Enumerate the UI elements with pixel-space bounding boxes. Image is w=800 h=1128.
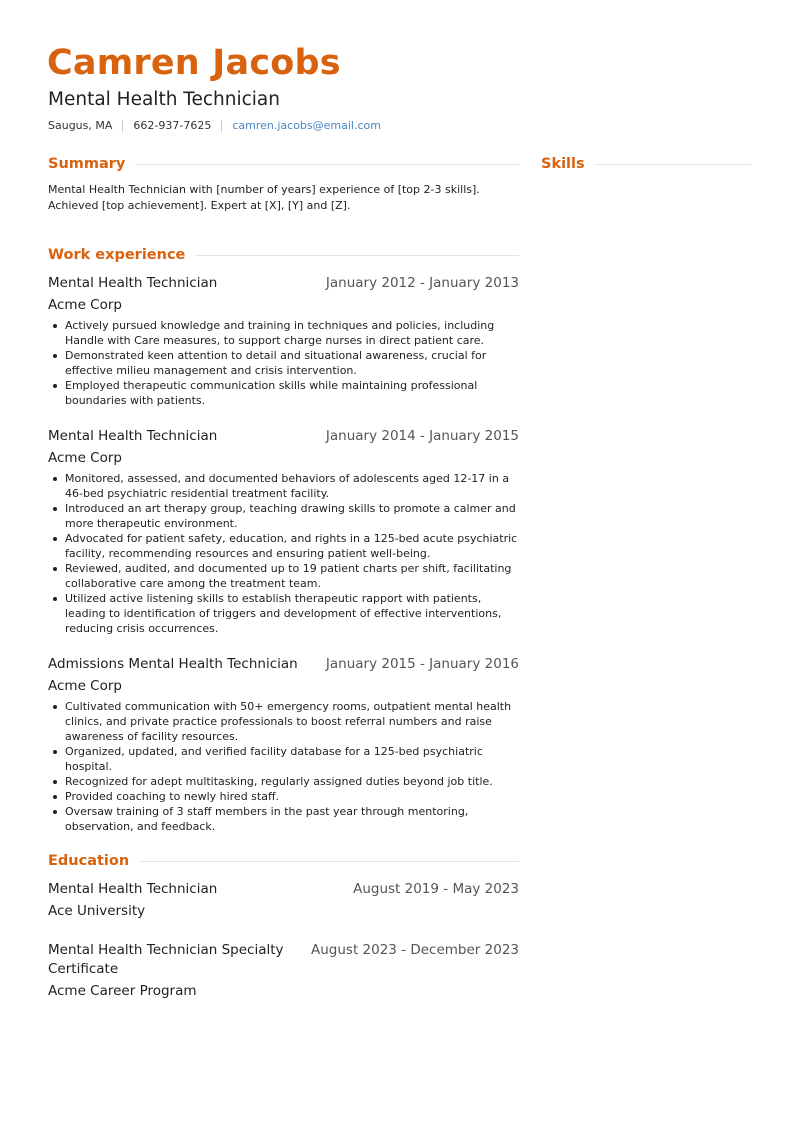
school-name: Ace University [48, 903, 146, 919]
bullet-item: Monitored, assessed, and documented behaviors of adolescents aged 12-17 in a 46-bed psychiatric residential treatment facility. [48, 471, 523, 501]
bullet-item: Actively pursued knowledge and training in techniques and policies, including Handle with Care measures, to support charge nurses in direct patient care. [48, 318, 523, 348]
summary-heading: Summary [48, 156, 126, 172]
job-bullets [48, 699, 519, 834]
job-entry [48, 274, 519, 408]
job-dates: January 2015 - January 2016 [325, 656, 519, 672]
phone-text: 662-937-7625 [133, 119, 212, 132]
contact-divider [122, 120, 123, 132]
bullet-item: Advocated for patient safety, education, and rights in a 125-bed acute psychiatric facility, recommending resources and ensuring patient well-being. [48, 531, 523, 561]
job-dates: January 2014 - January 2015 [325, 428, 519, 444]
candidate-role: Mental Health Technician [48, 89, 280, 110]
job-company: Acme Corp [48, 297, 122, 313]
work-heading: Work experience [48, 247, 186, 263]
degree-title: Mental Health Technician Specialty Certificate [48, 942, 284, 977]
education-dates: August 2019 - May 2023 [353, 881, 519, 897]
bullet-item: Employed therapeutic communication skills while maintaining professional boundaries with patients. [48, 378, 523, 408]
job-company: Acme Corp [48, 678, 122, 694]
work-section-header [48, 245, 519, 265]
contact-divider [221, 120, 222, 132]
contact-line [48, 118, 381, 134]
education-dates: August 2023 - December 2023 [311, 942, 519, 958]
section-divider [195, 255, 519, 256]
location-text: Saugus, MA [48, 119, 113, 132]
bullet-item: Introduced an art therapy group, teaching drawing skills to promote a calmer and more therapeutic environment. [48, 501, 523, 531]
summary-section-header [48, 154, 519, 174]
job-dates: January 2012 - January 2013 [325, 275, 519, 291]
bullet-item: Recognized for adept multitasking, regularly assigned duties beyond job title. [48, 774, 523, 789]
bullet-item: Demonstrated keen attention to detail and situational awareness, crucial for effective milieu management and crisis intervention. [48, 348, 523, 378]
skills-heading: Skills [541, 156, 585, 172]
bullet-item: Oversaw training of 3 staff members in the past year through mentoring, observation, and feedback. [48, 804, 523, 834]
section-divider [595, 164, 751, 165]
bullet-item: Utilized active listening skills to establish therapeutic rapport with patients, leading to identification of triggers and development of effective interventions, reducing crisis occurrences. [48, 591, 523, 636]
job-title: Mental Health Technician [48, 275, 218, 291]
job-entry [48, 427, 519, 636]
job-title: Admissions Mental Health Technician [48, 656, 298, 672]
email-link[interactable]: camren.jacobs@email.com [232, 119, 381, 132]
job-bullets [48, 471, 519, 636]
summary-paragraph: Mental Health Technician with [number of years] experience of [top 2-3 skills]. Achieved [top achievement]. Expert at [X], [Y] and [Z]. [48, 183, 480, 212]
skills-section-header [541, 154, 751, 174]
education-entry [48, 941, 519, 1001]
job-title: Mental Health Technician [48, 428, 218, 444]
bullet-item: Reviewed, audited, and documented up to 19 patient charts per shift, facilitating collaborative care among the treatment team. [48, 561, 523, 591]
education-entry [48, 880, 519, 921]
education-section-header [48, 851, 519, 871]
job-entry [48, 655, 519, 834]
job-company: Acme Corp [48, 450, 122, 466]
bullet-item: Provided coaching to newly hired staff. [48, 789, 523, 804]
candidate-name: Camren Jacobs [47, 43, 341, 83]
school-name: Acme Career Program [48, 983, 197, 999]
job-bullets [48, 318, 519, 408]
section-divider [135, 164, 519, 165]
section-divider [139, 861, 519, 862]
bullet-item: Organized, updated, and verified facility database for a 125-bed psychiatric hospital. [48, 744, 523, 774]
bullet-item: Cultivated communication with 50+ emergency rooms, outpatient mental health clinics, and private practice professionals to boost referral numbers and raise awareness of facility resources. [48, 699, 523, 744]
education-heading: Education [48, 853, 130, 869]
degree-title: Mental Health Technician [48, 881, 218, 897]
